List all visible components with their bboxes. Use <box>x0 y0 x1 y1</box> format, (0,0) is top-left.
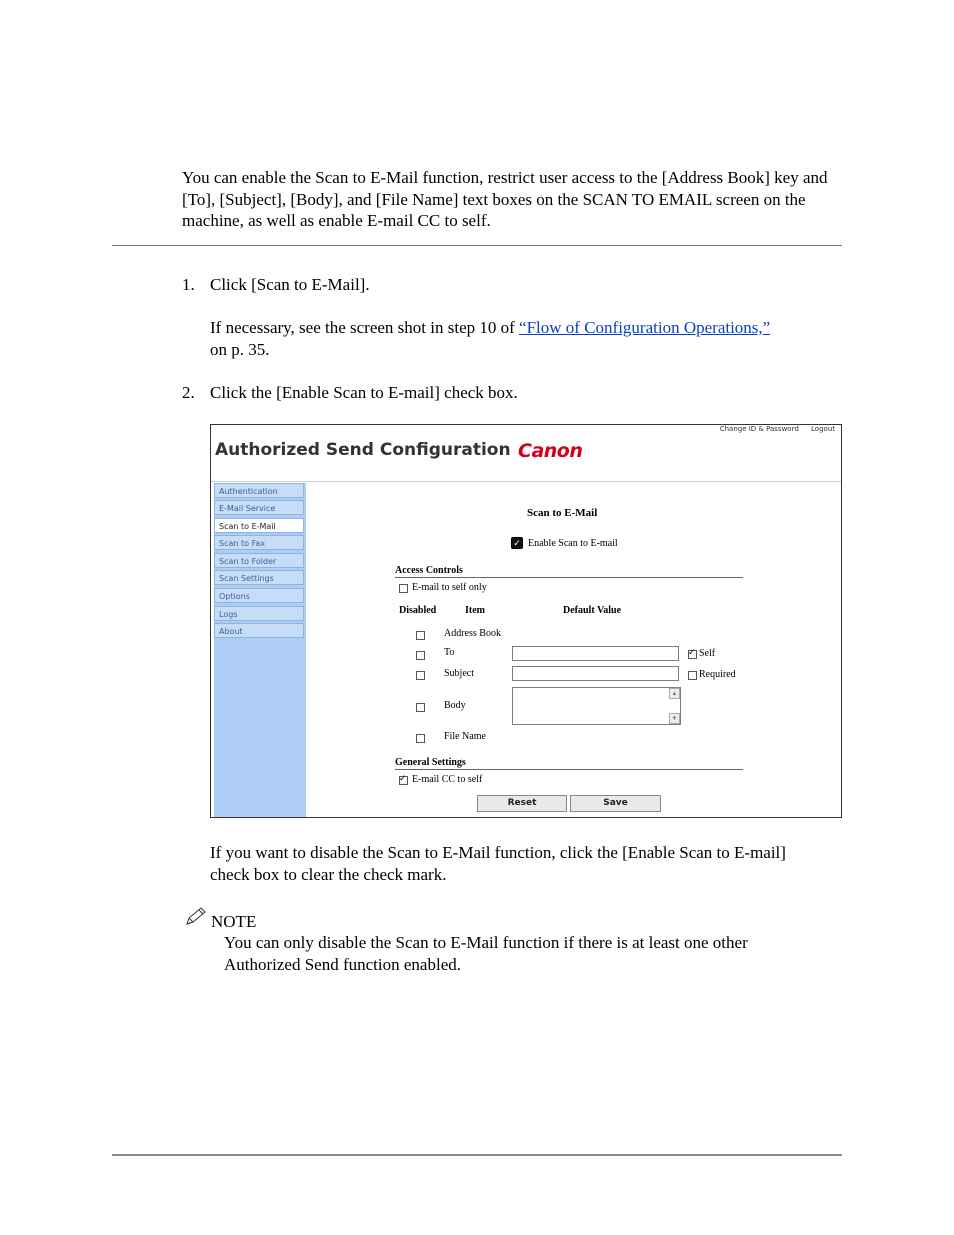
step-text: Click the [Enable Scan to E-mail] check box. <box>210 383 518 402</box>
column-default-value: Default Value <box>563 605 622 616</box>
required-label: Required <box>699 669 736 680</box>
email-cc-self-checkbox[interactable] <box>399 776 408 785</box>
note-text: You can only disable the Scan to E-Mail function if there is at least one other Authorized Send function enabled. <box>224 933 748 974</box>
email-self-only-checkbox[interactable] <box>399 584 408 593</box>
subject-required-checkbox[interactable] <box>688 671 697 680</box>
subject-default-input[interactable] <box>512 666 679 681</box>
nav-authentication[interactable]: Authentication <box>214 483 304 498</box>
step-note <box>210 317 842 360</box>
step-number: 2. <box>182 383 195 402</box>
enable-scan-label: Enable Scan to E-mail <box>528 538 618 549</box>
scroll-up-icon[interactable]: ▲ <box>669 688 680 699</box>
disable-body-checkbox[interactable] <box>416 703 425 712</box>
main-panel <box>307 483 841 817</box>
disable-to-checkbox[interactable] <box>416 651 425 660</box>
disable-subject-checkbox[interactable] <box>416 671 425 680</box>
step-number: 1. <box>182 275 195 294</box>
cross-reference-link[interactable]: “Flow of Configuration Operations,” <box>519 318 771 337</box>
step-text: Click [Scan to E-Mail]. <box>210 275 370 294</box>
app-title: Authorized Send Configuration <box>215 440 511 460</box>
footer-divider <box>112 1154 842 1156</box>
enable-scan-checkbox[interactable]: ✓ <box>511 537 523 549</box>
scroll-down-icon[interactable]: ▼ <box>669 713 680 724</box>
top-links <box>710 425 835 433</box>
nav-logs[interactable]: Logs <box>214 606 304 621</box>
disable-instructions: If you want to disable the Scan to E-Mail function, click the [Enable Scan to E-mail] check box to clear the check mark. <box>210 843 786 884</box>
subject-label: Subject <box>444 668 474 679</box>
sidebar <box>214 483 306 818</box>
general-settings-heading: General Settings <box>395 757 466 768</box>
nav-scan-settings[interactable]: Scan Settings <box>214 570 304 585</box>
header-divider <box>211 481 841 482</box>
nav-options[interactable]: Options <box>214 588 304 603</box>
step-note-suffix: on p. 35. <box>210 339 270 359</box>
disable-address-book-checkbox[interactable] <box>416 631 425 640</box>
address-book-label: Address Book <box>444 628 501 639</box>
email-cc-self-label: E-mail CC to self <box>412 774 483 785</box>
column-disabled: Disabled <box>399 605 437 616</box>
access-controls-heading: Access Controls <box>395 565 463 576</box>
reset-button[interactable]: Reset <box>477 795 567 812</box>
page-heading: Scan to E-Mail <box>527 507 598 519</box>
disable-file-name-checkbox[interactable] <box>416 734 425 743</box>
column-item: Item <box>465 605 485 616</box>
nav-email-service[interactable]: E-Mail Service <box>214 500 304 515</box>
nav-scan-to-fax[interactable]: Scan to Fax <box>214 535 304 550</box>
save-button[interactable]: Save <box>570 795 661 812</box>
nav-about[interactable]: About <box>214 623 304 638</box>
pencil-icon <box>185 906 207 928</box>
general-settings-rule <box>395 769 743 770</box>
canon-logo: Canon <box>518 440 583 462</box>
step-note-prefix: If necessary, see the screen shot in step 10 of <box>210 318 520 337</box>
nav-scan-to-email[interactable]: Scan to E-Mail <box>214 518 304 533</box>
to-self-checkbox[interactable] <box>688 650 697 659</box>
body-default-textarea[interactable] <box>512 687 681 725</box>
configuration-screenshot <box>210 424 842 818</box>
body-label: Body <box>444 700 466 711</box>
email-self-only-label: E-mail to self only <box>412 582 487 593</box>
intro-paragraph: You can enable the Scan to E-Mail function, restrict user access to the [Address Book] key and [To], [Subject], [Body], and [File Name] text boxes on the SCAN TO EMAIL screen on the machine, as well as enable E-mail CC to self. <box>182 168 828 230</box>
section-divider <box>112 245 842 246</box>
file-name-label: File Name <box>444 731 486 742</box>
nav-scan-to-folder[interactable]: Scan to Folder <box>214 553 304 568</box>
logout-link[interactable]: Logout <box>811 425 835 433</box>
note-title: NOTE <box>211 912 257 931</box>
self-label: Self <box>699 648 716 659</box>
to-label: To <box>444 647 455 658</box>
access-controls-rule <box>395 577 743 578</box>
to-default-input[interactable] <box>512 646 679 661</box>
change-id-password-link[interactable]: Change ID & Password <box>719 425 799 433</box>
